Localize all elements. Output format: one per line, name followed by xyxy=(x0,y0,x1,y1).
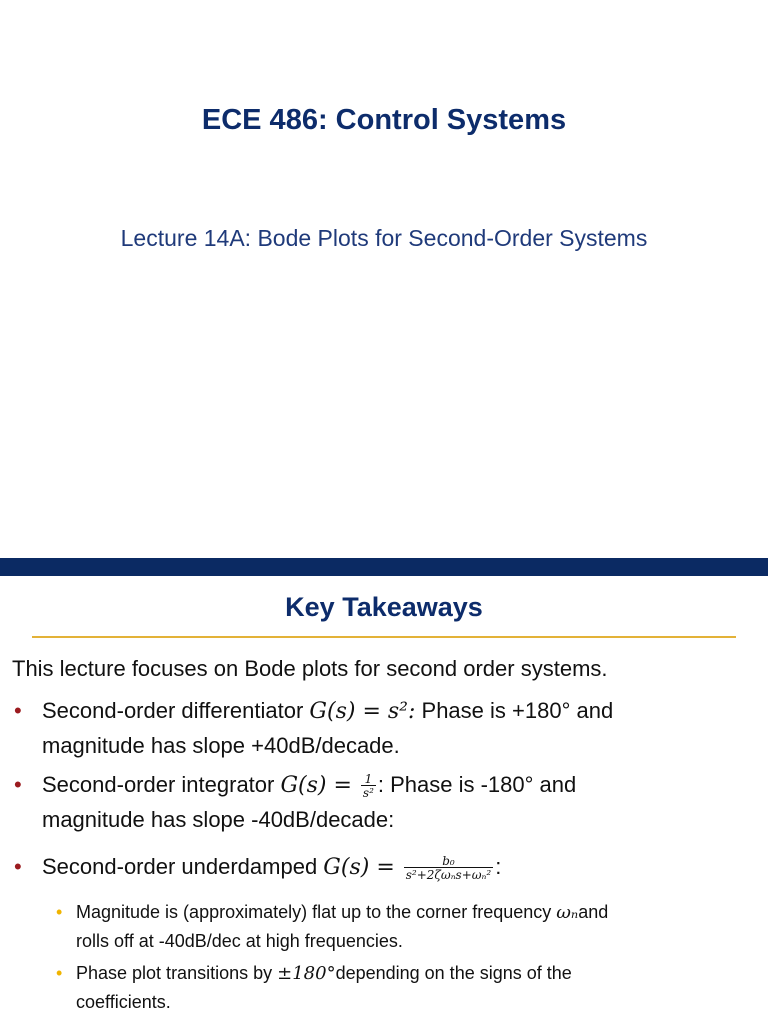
math-expression: G(s) = xyxy=(280,773,359,798)
bullet-text: : Phase is -180° and xyxy=(377,772,577,797)
fraction xyxy=(361,773,376,799)
math-expression: G(s) = s²: xyxy=(309,699,416,724)
key-takeaways-heading: Key Takeaways xyxy=(285,592,483,622)
subbullet-dot: • xyxy=(56,902,63,922)
bullet-dot: • xyxy=(14,698,22,723)
fraction xyxy=(404,855,493,881)
fraction-denominator: s² xyxy=(362,786,374,801)
fraction-numerator: 1 xyxy=(364,772,373,787)
bullet-text: Second-order integrator xyxy=(42,772,281,797)
bullet-dot: • xyxy=(14,772,22,797)
subbullet-dot: • xyxy=(56,963,63,983)
subbullet-text: depending on the signs of the xyxy=(335,963,572,983)
subbullet-text: coefficients. xyxy=(76,992,171,1012)
subbullet-text: Magnitude is (approximately) flat up to the corner frequency xyxy=(76,902,557,922)
bullet-text: magnitude has slope +40dB/decade. xyxy=(42,733,400,758)
slide-divider-band xyxy=(0,558,768,576)
fraction-numerator: b₀ xyxy=(442,854,455,869)
slide-title: ECE 486: Control Systems xyxy=(201,104,567,136)
bullet-text: magnitude has slope -40dB/decade: xyxy=(42,807,395,832)
subbullet-text: and xyxy=(578,902,609,922)
bullet-text: Second-order differentiator xyxy=(42,698,310,723)
bullet-dot: • xyxy=(14,854,22,879)
subbullet-text: rolls off at -40dB/dec at high frequencies. xyxy=(76,931,403,951)
intro-text: This lecture focuses on Bode plots for second order systems. xyxy=(12,656,608,681)
heading-underline xyxy=(32,636,736,638)
math-expression: ±180° xyxy=(277,963,336,984)
bullet-text: : xyxy=(495,854,502,879)
bullet-text: Phase is +180° and xyxy=(415,698,614,723)
slide-subtitle: Lecture 14A: Bode Plots for Second-Order Systems xyxy=(120,225,648,251)
math-expression: G(s) = xyxy=(323,855,402,880)
math-expression: ωₙ xyxy=(556,902,579,923)
bullet-text: Second-order underdamped xyxy=(42,854,324,879)
subbullet-text: Phase plot transitions by xyxy=(76,963,278,983)
fraction-denominator: s²+2ζωₙs+ωₙ² xyxy=(405,868,492,883)
